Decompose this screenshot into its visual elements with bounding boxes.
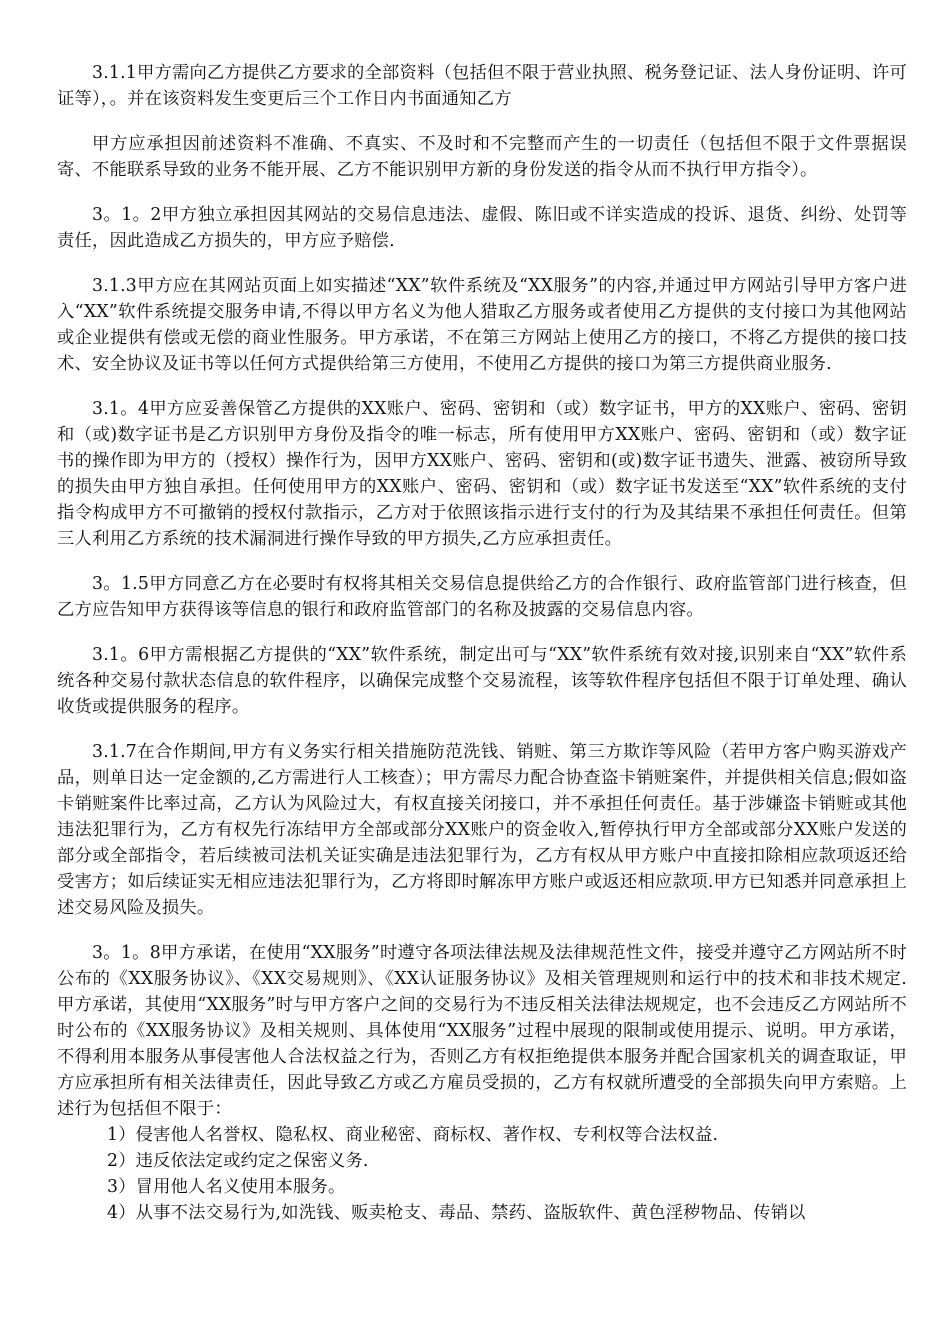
clause-3-1-7: 3.1.7在合作期间,甲方有义务实行相关措施防范洗钱、销赃、第三方欺诈等风险（若甲方客户购买游戏产品，则单日达一定金额的,乙方需进行人工核查）；甲方需尽力配合协查盗卡销赃案件，并提供相关信息;假如盗卡销赃案件比率过高，乙方认为风险过大，有权直接关闭接口，并不承担任何责任。基于涉嫌盗卡销赃或其他违法犯罪行为，乙方有权先行冻结甲方全部或部分XX账户的资金收入,暂停执行甲方全部或部分XX账户发送的部分或全部指令，若后续被司法机关证实确是违法犯罪行为，乙方有权从甲方账户中直接扣除相应款项返还给受害方；如后续证实无相应违法犯罪行为，乙方将即时解冻甲方账户或返还相应款项.甲方已知悉并同意承担上述交易风险及损失。 <box>57 742 907 918</box>
document-page <box>57 60 907 1226</box>
clause-3-1-5: 3。1.5甲方同意乙方在必要时有权将其相关交易信息提供给乙方的合作银行、政府监管部门进行核查，但乙方应告知甲方获得该等信息的银行和政府监管部门的名称及披露的交易信息内容。 <box>57 574 907 620</box>
list-item: 3）冒用他人名义使用本服务。 <box>107 1177 346 1197</box>
clause-3-1-2: 3。1。2甲方独立承担因其网站的交易信息违法、虚假、陈旧或不详实造成的投诉、退货、纠纷、处罚等责任，因此造成乙方损失的，甲方应予赔偿. <box>57 205 907 251</box>
list-item: 1）侵害他人名誉权、隐私权、商业秘密、商标权、著作权、专利权等合法权益. <box>107 1125 719 1145</box>
clause-3-1-1-liability: 甲方应承担因前述资料不准确、不真实、不及时和不完整而产生的一切责任（包括但不限于文件票据误寄、不能联系导致的业务不能开展、乙方不能识别甲方新的身份发送的指令从而不执行甲方指令）。 <box>57 134 907 180</box>
prohibited-acts-list <box>57 1122 907 1226</box>
clause-3-1-1: 3.1.1甲方需向乙方提供乙方要求的全部资料（包括但不限于营业执照、税务登记证、法人身份证明、许可证等），。并在该资料发生变更后三个工作日内书面通知乙方 <box>57 63 907 109</box>
clause-3-1-6: 3.1。6甲方需根据乙方提供的“XX”软件系统，制定出可与“XX”软件系统有效对接,识别来自“XX”软件系统各种交易付款状态信息的软件程序，以确保完成整个交易流程，该等软件程序包括但不限于订单处理、确认收货或提供服务的程序。 <box>57 645 907 717</box>
clause-3-1-8: 3。1。8甲方承诺，在使用“XX服务”时遵守各项法律法规及法律规范性文件，接受并遵守乙方网站所不时公布的《XX服务协议》、《XX交易规则》、《XX认证服务协议》及相关管理规则和运行中的技术和非技术规定.甲方承诺，其使用“XX服务”时与甲方客户之间的交易行为不违反相关法律法规规定，也不会违反乙方网站所不时公布的《XX服务协议》及相关规则、具体使用“XX服务”过程中展现的限制或使用提示、说明。甲方承诺，不得利用本服务从事侵害他人合法权益之行为，否则乙方有权拒绝提供本服务并配合国家机关的调查取证，甲方应承担所有相关法律责任，因此导致乙方或乙方雇员受损的，乙方有权就所遭受的全部损失向甲方索赔。上述行为包括但不限于： <box>57 943 907 1119</box>
list-item: 4）从事不法交易行为,如洗钱、贩卖枪支、毒品、禁药、盗版软件、黄色淫秽物品、传销以 <box>107 1203 806 1223</box>
clause-3-1-3: 3.1.3甲方应在其网站页面上如实描述“XX”软件系统及“XX服务”的内容,并通过甲方网站引导甲方客户进入“XX”软件系统提交服务申请,不得以甲方名义为他人猎取乙方服务或者使用乙方提供的支付接口为其他网站或企业提供有偿或无偿的商业性服务。甲方承诺，不在第三方网站上使用乙方的接口，不将乙方提供的接口技术、安全协议及证书等以任何方式提供给第三方使用，不使用乙方提供的接口为第三方提供商业服务. <box>57 276 907 374</box>
list-item: 2）违反依法定或约定之保密义务. <box>107 1151 369 1171</box>
clause-3-1-4: 3.1。4甲方应妥善保管乙方提供的XX账户、密码、密钥和（或）数字证书，甲方的XX账户、密码、密钥和（或)数字证书是乙方识别甲方身份及指令的唯一标志，所有使用甲方XX账户、密码、密钥和（或）数字证书的操作即为甲方的（授权）操作行为，因甲方XX账户、密码、密钥和(或)数字证书遗失、泄露、被窃所导致的损失由甲方独自承担。任何使用甲方的XX账户、密码、密钥和（或）数字证书发送至“XX”软件系统的支付指令构成甲方不可撤销的授权付款指示，乙方对于依照该指示进行支付的行为及其结果不承担任何责任。但第三人利用乙方系统的技术漏洞进行操作导致的甲方损失,乙方应承担责任。 <box>57 399 907 549</box>
